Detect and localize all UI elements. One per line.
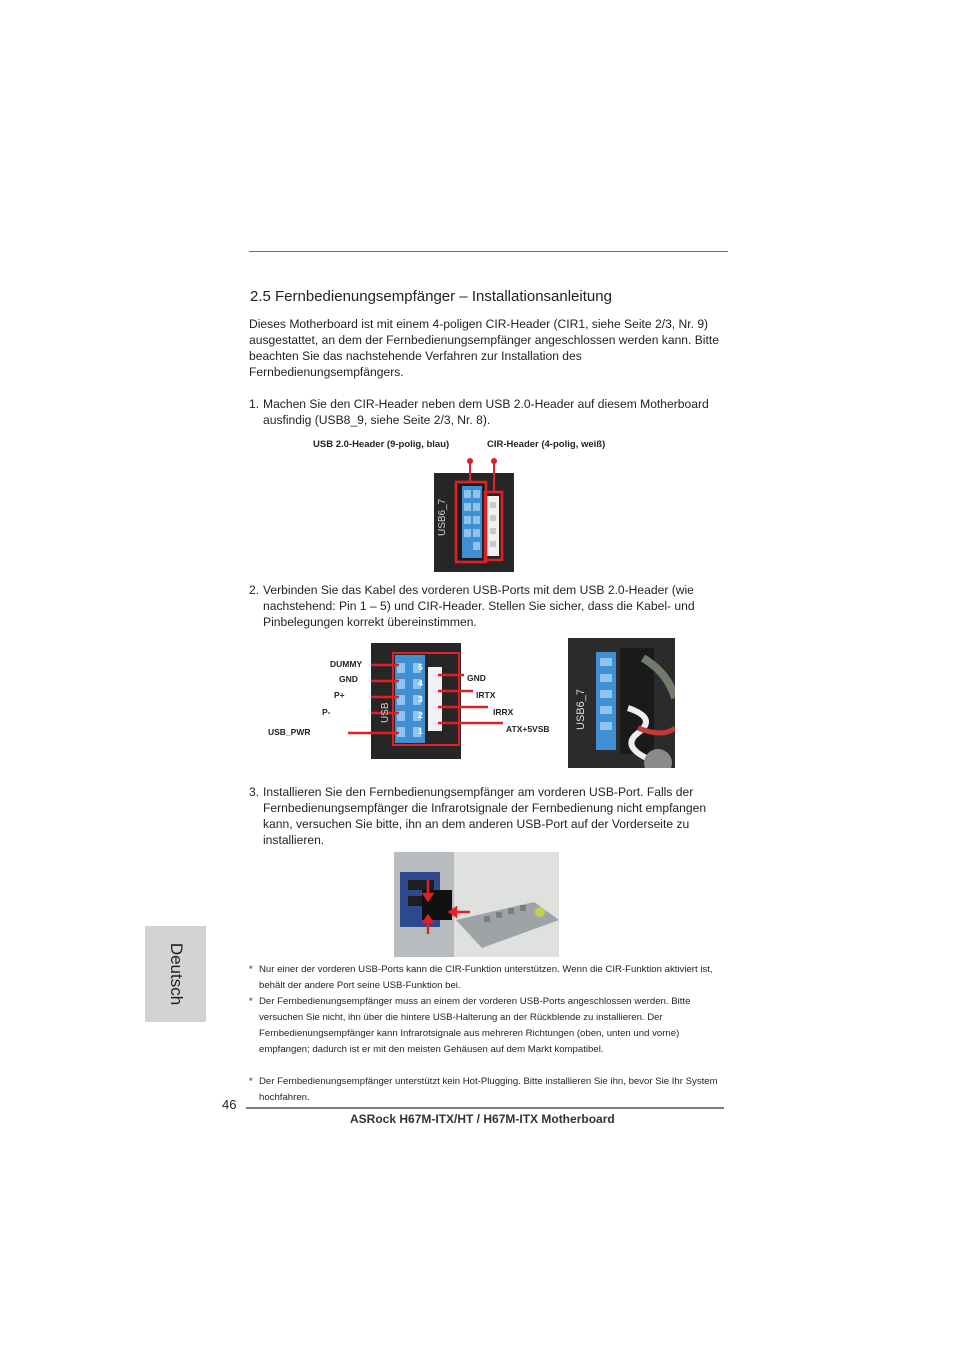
pin-label-irtx: IRTX (476, 690, 496, 700)
figure-1-photo (434, 456, 514, 572)
pin-label-p-minus: P- (322, 707, 331, 717)
step-3-text: Installieren Sie den Fernbedienungsempfänger am vorderen USB-Port. Falls der Fernbedienungsempfänger die Infrarotsignale der Fernbedienung nicht empfangen kann, versuchen Sie bitte, ihn an dem anderen USB-Port auf der Vorderseite zu installieren. (263, 785, 707, 847)
note-1 (249, 962, 727, 994)
pin-label-gnd-right: GND (467, 673, 486, 683)
note-2-marker: * (249, 996, 253, 1007)
receiver-installation-illustration (394, 852, 559, 957)
note-2-text: Der Fernbedienungsempfänger muss an einem der vorderen USB-Ports angeschlossen werden. Bitte versuchen Sie nicht, ihn über die hintere USB-Halterung an der Rückblende zu installieren. Der Fernbedienungsempfänger kann Infrarotsignale aus mehreren Richtungen (oben, unten und vorne) empfangen; dadurch ist er mit den meisten Gehäusen auf dem Markt kompatibel. (259, 996, 691, 1055)
step-3 (249, 784, 729, 848)
figure-3-cable-photo (568, 638, 675, 768)
note-3 (249, 1074, 727, 1106)
language-label: Deutsch (166, 942, 186, 1006)
pin-number-3: 3 (418, 694, 423, 704)
step-3-number: 3. (249, 785, 260, 799)
page-number: 46 (222, 1097, 237, 1112)
step-2 (249, 582, 729, 630)
note-1-marker: * (249, 964, 253, 975)
intro-text: Dieses Motherboard ist mit einem 4-poligen CIR-Header (CIR1, siehe Seite 2/3, Nr. 9) ausgestattet, an dem der Fernbedienungsempfänger angeschlossen werden kann. Bitte beachten Sie das nachstehende Verfahren zur Installation des Fernbedienungsempfängers. (249, 317, 719, 379)
cir-usb-header-illustration (434, 456, 514, 572)
step-2-number: 2. (249, 583, 260, 597)
pin-number-5: 5 (418, 662, 423, 672)
pin-label-usb-pwr: USB_PWR (268, 727, 311, 737)
step-1-text: Machen Sie den CIR-Header neben dem USB 2.0-Header auf diesem Motherboard ausfindig (USB8_9, siehe Seite 2/3, Nr. 8). (263, 397, 709, 427)
usb-board-label: USB6_7 (437, 498, 448, 536)
usb-header-caption: USB 2.0-Header (9-polig, blau) (313, 439, 450, 450)
pin-number-1: 1 (418, 726, 423, 736)
section-title: 2.5 Fernbedienungsempfänger – Installationsanleitung (250, 288, 612, 305)
pin-number-2: 2 (418, 710, 423, 720)
figure-4-receiver-photo (394, 852, 559, 957)
step-1-number: 1. (249, 397, 260, 411)
language-side-tab (145, 926, 206, 1022)
pin-label-gnd-left: GND (339, 674, 358, 684)
footer-rule (246, 1107, 724, 1109)
note-3-text: Der Fernbedienungsempfänger unterstützt kein Hot-Plugging. Bitte installieren Sie ihn, bevor Sie Ihr System hochfahren. (259, 1076, 718, 1103)
footer-product-name: ASRock H67M-ITX/HT / H67M-ITX Motherboard (350, 1112, 615, 1126)
note-2 (249, 994, 727, 1058)
pin-label-dummy: DUMMY (330, 659, 363, 669)
usb-cable-illustration (568, 638, 675, 768)
cir-header-caption: CIR-Header (4-polig, weiß) (487, 439, 606, 450)
pin-label-p-plus: P+ (334, 690, 345, 700)
pinout-board-label: USB (380, 702, 391, 723)
intro-paragraph (249, 316, 729, 380)
pin-label-irrx: IRRX (493, 707, 514, 717)
note-1-text: Nur einer der vorderen USB-Ports kann die CIR-Funktion unterstützen. Wenn die CIR-Funktion aktiviert ist, behält der andere Port seine USB-Funktion bei. (259, 964, 713, 991)
note-3-marker: * (249, 1076, 253, 1087)
pinout-illustration (268, 643, 562, 759)
pin-label-atx-5vsb: ATX+5VSB (506, 724, 550, 734)
pin-number-4: 4 (418, 678, 423, 688)
step-1 (249, 396, 729, 428)
cable-board-label: USB6_7 (575, 689, 587, 730)
step-2-text: Verbinden Sie das Kabel des vorderen USB-Ports mit dem USB 2.0-Header (wie nachstehend: Pin 1 – 5) und CIR-Header. Stellen Sie sicher, dass die Kabel- und Pinbelegungen korrekt übereinstimmen. (263, 583, 695, 629)
top-rule (249, 251, 728, 252)
figure-2-pinout (268, 643, 562, 759)
